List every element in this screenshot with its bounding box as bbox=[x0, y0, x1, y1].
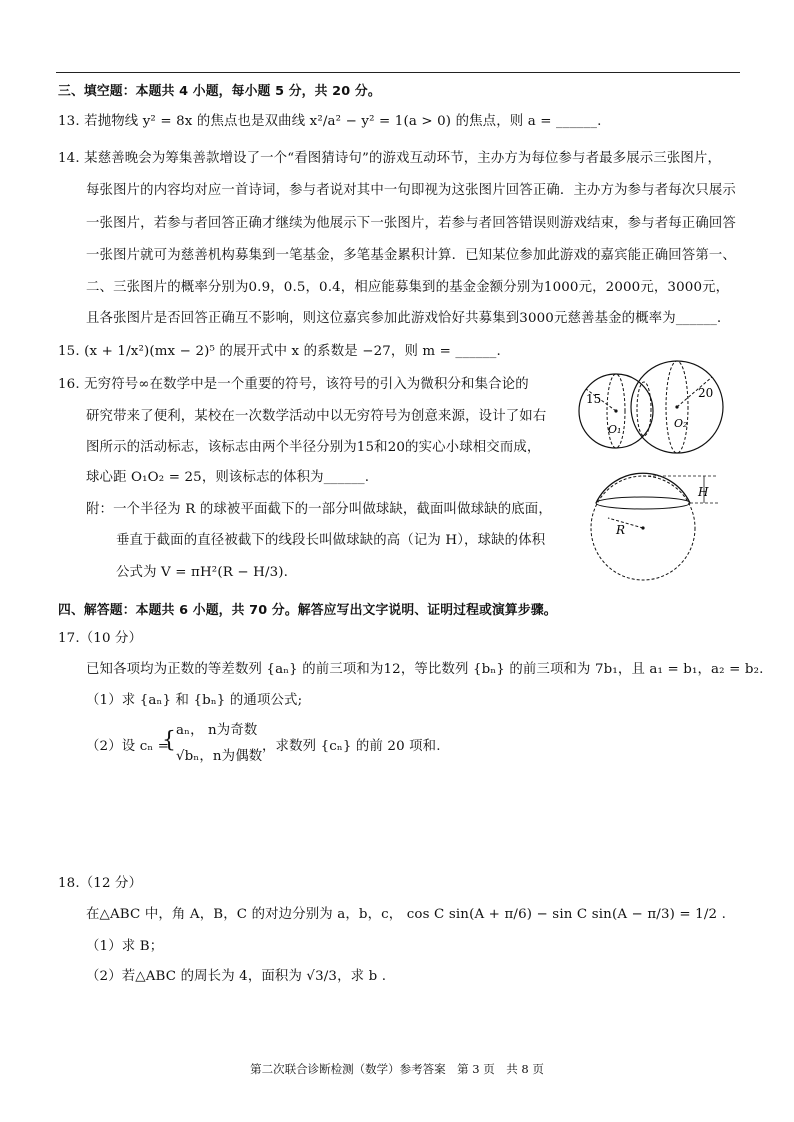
two-spheres-figure bbox=[574, 355, 744, 475]
q17-case-2: √bₙ，n为偶数 bbox=[176, 749, 263, 764]
q14-line-5: 二、三张图片的概率分别为0.9，0.5，0.4，相应能募集到的基金金额分别为1000元，2000元，3000元， bbox=[86, 280, 730, 295]
q16-line-2: 研究带来了便利，某校在一次数学活动中以无穷符号为创意来源，设计了如右 bbox=[86, 409, 547, 424]
question-13: 13. 若抛物线 y² = 8x 的焦点也是双曲线 x²/a² − y² = 1(a > 0) 的焦点，则 a = ______. bbox=[58, 114, 602, 129]
fill-section-title: 三、填空题：本题共 4 小题，每小题 5 分，共 20 分。 bbox=[58, 84, 381, 99]
q17-case-1: aₙ， n为奇数 bbox=[176, 723, 258, 738]
q16-line-3: 图所示的活动标志，该标志由两个半径分别为15和20的实心小球相交而成， bbox=[86, 440, 541, 455]
question-15: 15. (x + 1/x²)(mx − 2)⁵ 的展开式中 x 的系数是 −27，则 m = ______. bbox=[58, 344, 501, 359]
q17-stem: 已知各项均为正数的等差数列 {aₙ} 的前三项和为12，等比数列 {bₙ} 的前三项和为 7b₁，且 a₁ = b₁，a₂ = b₂. bbox=[86, 662, 764, 677]
label-r: R bbox=[616, 523, 626, 537]
label-o1: O₁ bbox=[608, 423, 622, 436]
q16-line-1: 16. 无穷符号∞在数学中是一个重要的符号，该符号的引入为微积分和集合论的 bbox=[58, 377, 529, 392]
q14-line-1: 14. 某慈善晚会为筹集善款增设了一个“看图猜诗句”的游戏互动环节，主办方为每位参与者最多展示三张图片， bbox=[58, 151, 722, 166]
q17-heading: 17.（10 分） bbox=[58, 631, 143, 646]
brace-icon: { bbox=[162, 728, 177, 753]
q14-line-3: 一张图片，若参与者回答正确才继续为他展示下一张图片，若参与者回答错误则游戏结束，参与者每正确回答 bbox=[86, 216, 736, 231]
q16-line-4: 球心距 O₁O₂ = 25，则该标志的体积为______. bbox=[86, 470, 370, 485]
sphere-center bbox=[641, 526, 644, 529]
radius-line bbox=[608, 518, 643, 528]
label-r1: 15 bbox=[586, 392, 602, 406]
label-o2: O₂ bbox=[674, 417, 688, 430]
q18-part-2: （2）若△ABC 的周长为 4，面积为 √3/3，求 b . bbox=[86, 969, 387, 984]
page-footer: 第二次联合诊断检测（数学）参考答案 第 3 页 共 8 页 bbox=[250, 1062, 544, 1076]
center-o1 bbox=[614, 409, 617, 412]
header-rule bbox=[56, 72, 740, 73]
q16-note-line-2: 垂直于截面的直径被截下的线段长叫做球缺的高（记为 H），球缺的体积 bbox=[116, 533, 546, 548]
q17-part-2-suffix: ，求数列 {cₙ} 的前 20 项和. bbox=[262, 739, 441, 754]
q16-note-line-3: 公式为 V = πH²(R − H/3). bbox=[116, 565, 289, 580]
q16-note-line-1: 附：一个半径为 R 的球被平面截下的一部分叫做球缺，截面叫做球缺的底面， bbox=[86, 502, 552, 517]
label-r2: 20 bbox=[698, 386, 714, 400]
spherical-cap-figure bbox=[588, 470, 758, 585]
center-o2 bbox=[675, 405, 678, 408]
q18-heading: 18.（12 分） bbox=[58, 876, 143, 891]
q17-part-2-prefix: （2）设 cₙ = bbox=[86, 739, 170, 754]
q18-stem: 在△ABC 中，角 A，B，C 的对边分别为 a，b，c， cos C sin(A + π/6) − sin C sin(A − π/3) = 1/2 . bbox=[86, 907, 726, 922]
q18-part-1: （1）求 B； bbox=[86, 939, 164, 954]
answer-section-title: 四、解答题：本题共 6 小题，共 70 分。解答应写出文字说明、证明过程或演算步骤。 bbox=[58, 603, 557, 618]
label-h: H bbox=[698, 485, 709, 499]
q17-part-1: （1）求 {aₙ} 和 {bₙ} 的通项公式; bbox=[86, 693, 303, 708]
q14-line-6: 且各张图片是否回答正确互不影响，则这位嘉宾参加此游戏恰好共募集到3000元慈善基金的概率为______. bbox=[86, 311, 722, 326]
q14-line-2: 每张图片的内容均对应一首诗词，参与者说对其中一句即视为这张图片回答正确．主办方为参与者每次只展示 bbox=[86, 183, 736, 198]
cap-base bbox=[596, 497, 690, 509]
q14-line-4: 一张图片就可为慈善机构募集到一笔基金，多笔基金累积计算．已知某位参加此游戏的嘉宾能正确回答第一、 bbox=[86, 248, 736, 263]
